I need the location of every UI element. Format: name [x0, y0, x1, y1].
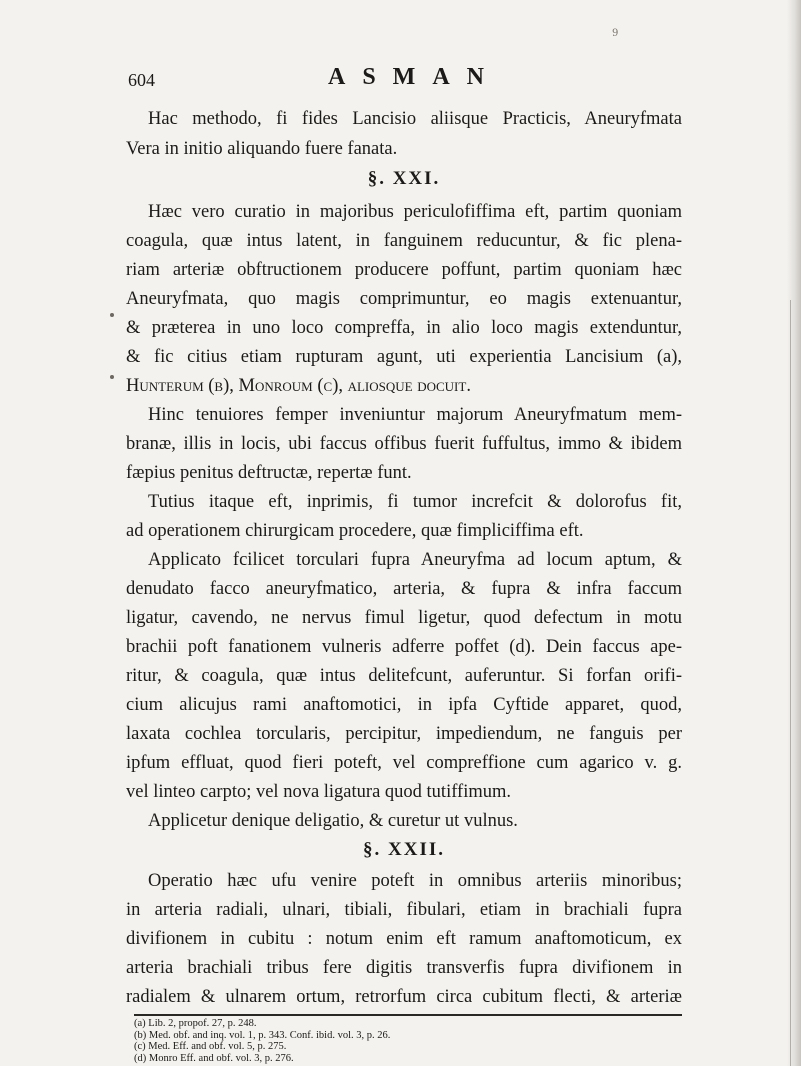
text-line: fæpius penitus deftructæ, repertæ funt.: [126, 463, 412, 483]
margin-mark: [110, 313, 114, 317]
section-heading: §. XXII.: [363, 839, 445, 860]
text-line: Vera in initio aliquando fuere fanata.: [126, 139, 398, 159]
footnote: (b) Med. obf. and inq. vol. 1, p. 343. Conf. ibid. vol. 3, p. 26.: [134, 1029, 391, 1041]
text-line: ligatur, cavendo, ne nervus fimul ligetur, quod defectum in motu: [126, 608, 682, 628]
text-line: radialem & ulnarem ortum, retrorfum circa cubitum flecti, & arteriæ: [126, 987, 682, 1007]
running-head: ASMAN: [328, 64, 501, 90]
page-edge-line: [790, 300, 791, 1066]
text-line: branæ, illis in locis, ubi faccus offibus fuerit fuffultus, immo & ibidem: [126, 434, 682, 454]
text-line: cium alicujus rami anaftomotici, in ipfa Cyftide apparet, quod,: [126, 695, 682, 715]
text-line: brachii poft fanationem vulneris adferre poffet (d). Dein faccus ape-: [126, 637, 682, 657]
text-line: Hinc tenuiores femper inveniuntur majorum Aneuryfmatum mem-: [148, 405, 682, 425]
text-line: in arteria radiali, ulnari, tibiali, fibulari, etiam in brachiali fupra: [126, 900, 682, 920]
text-line: Operatio hæc ufu venire poteft in omnibus arteriis minoribus;: [148, 871, 682, 891]
footnote-rule: [134, 1014, 682, 1016]
text-line: Applicetur denique deligatio, & curetur ut vulnus.: [148, 811, 518, 831]
text-line: riam arteriæ obftructionem producere poffunt, partim quoniam hæc: [126, 260, 682, 280]
text-line: ipfum effluat, quod fieri poteft, vel compreffione cum agarico v. g.: [126, 753, 682, 773]
text-line: ad operationem chirurgicam procedere, quæ fimpliciffima eft.: [126, 521, 584, 541]
text-line: coagula, quæ intus latent, in fanguinem reducuntur, & fic plena-: [126, 231, 682, 251]
margin-mark: [110, 375, 114, 379]
text-line: Aneuryfmata, quo magis comprimuntur, eo magis extenuantur,: [126, 289, 682, 309]
text-line: denudato facco aneuryfmatico, arteria, & fupra & infra faccum: [126, 579, 682, 599]
text-line: & fic citius etiam rupturam agunt, uti experientia Lancisium (a),: [126, 347, 682, 367]
text-line: laxata cochlea torcularis, percipitur, impediendum, ne fanguis per: [126, 724, 682, 744]
text-line: & præterea in uno loco compreffa, in alio loco magis extenduntur,: [126, 318, 682, 338]
section-heading: §. XXI.: [367, 168, 441, 189]
page-number: 604: [128, 70, 155, 90]
signature-mark: 9: [612, 28, 619, 39]
text-line: Hac methodo, fi fides Lancisio aliisque Practicis, Aneuryfmata: [148, 109, 682, 129]
footnote: (d) Monro Eff. and obf. vol. 3, p. 276.: [134, 1052, 294, 1064]
text-line: Hunterum (b), Monroum (c), aliosque docuit.: [126, 376, 471, 396]
text-line: ritur, & coagula, quæ intus delitefcunt, auferuntur. Si forfan orifi-: [126, 666, 682, 686]
text-line: Tutius itaque eft, inprimis, fi tumor increfcit & dolorofus fit,: [148, 492, 682, 512]
footnote: (c) Med. Eff. and obf. vol. 5, p. 275.: [134, 1041, 287, 1052]
text-line: vel linteo carpto; vel nova ligatura quod tutiffimum.: [126, 782, 511, 802]
text-line: Hæc vero curatio in majoribus periculofiffima eft, partim quoniam: [148, 202, 682, 222]
text-line: divifionem in cubitu : notum enim eft ramum anaftomoticum, ex: [126, 929, 682, 949]
text-line: Applicato fcilicet torculari fupra Aneuryfma ad locum aptum, &: [148, 550, 682, 570]
footnote: (a) Lib. 2, propof. 27, p. 248.: [134, 1018, 257, 1029]
text-line: arteria brachiali tribus fere digitis transverfis fupra divifionem in: [126, 958, 682, 978]
